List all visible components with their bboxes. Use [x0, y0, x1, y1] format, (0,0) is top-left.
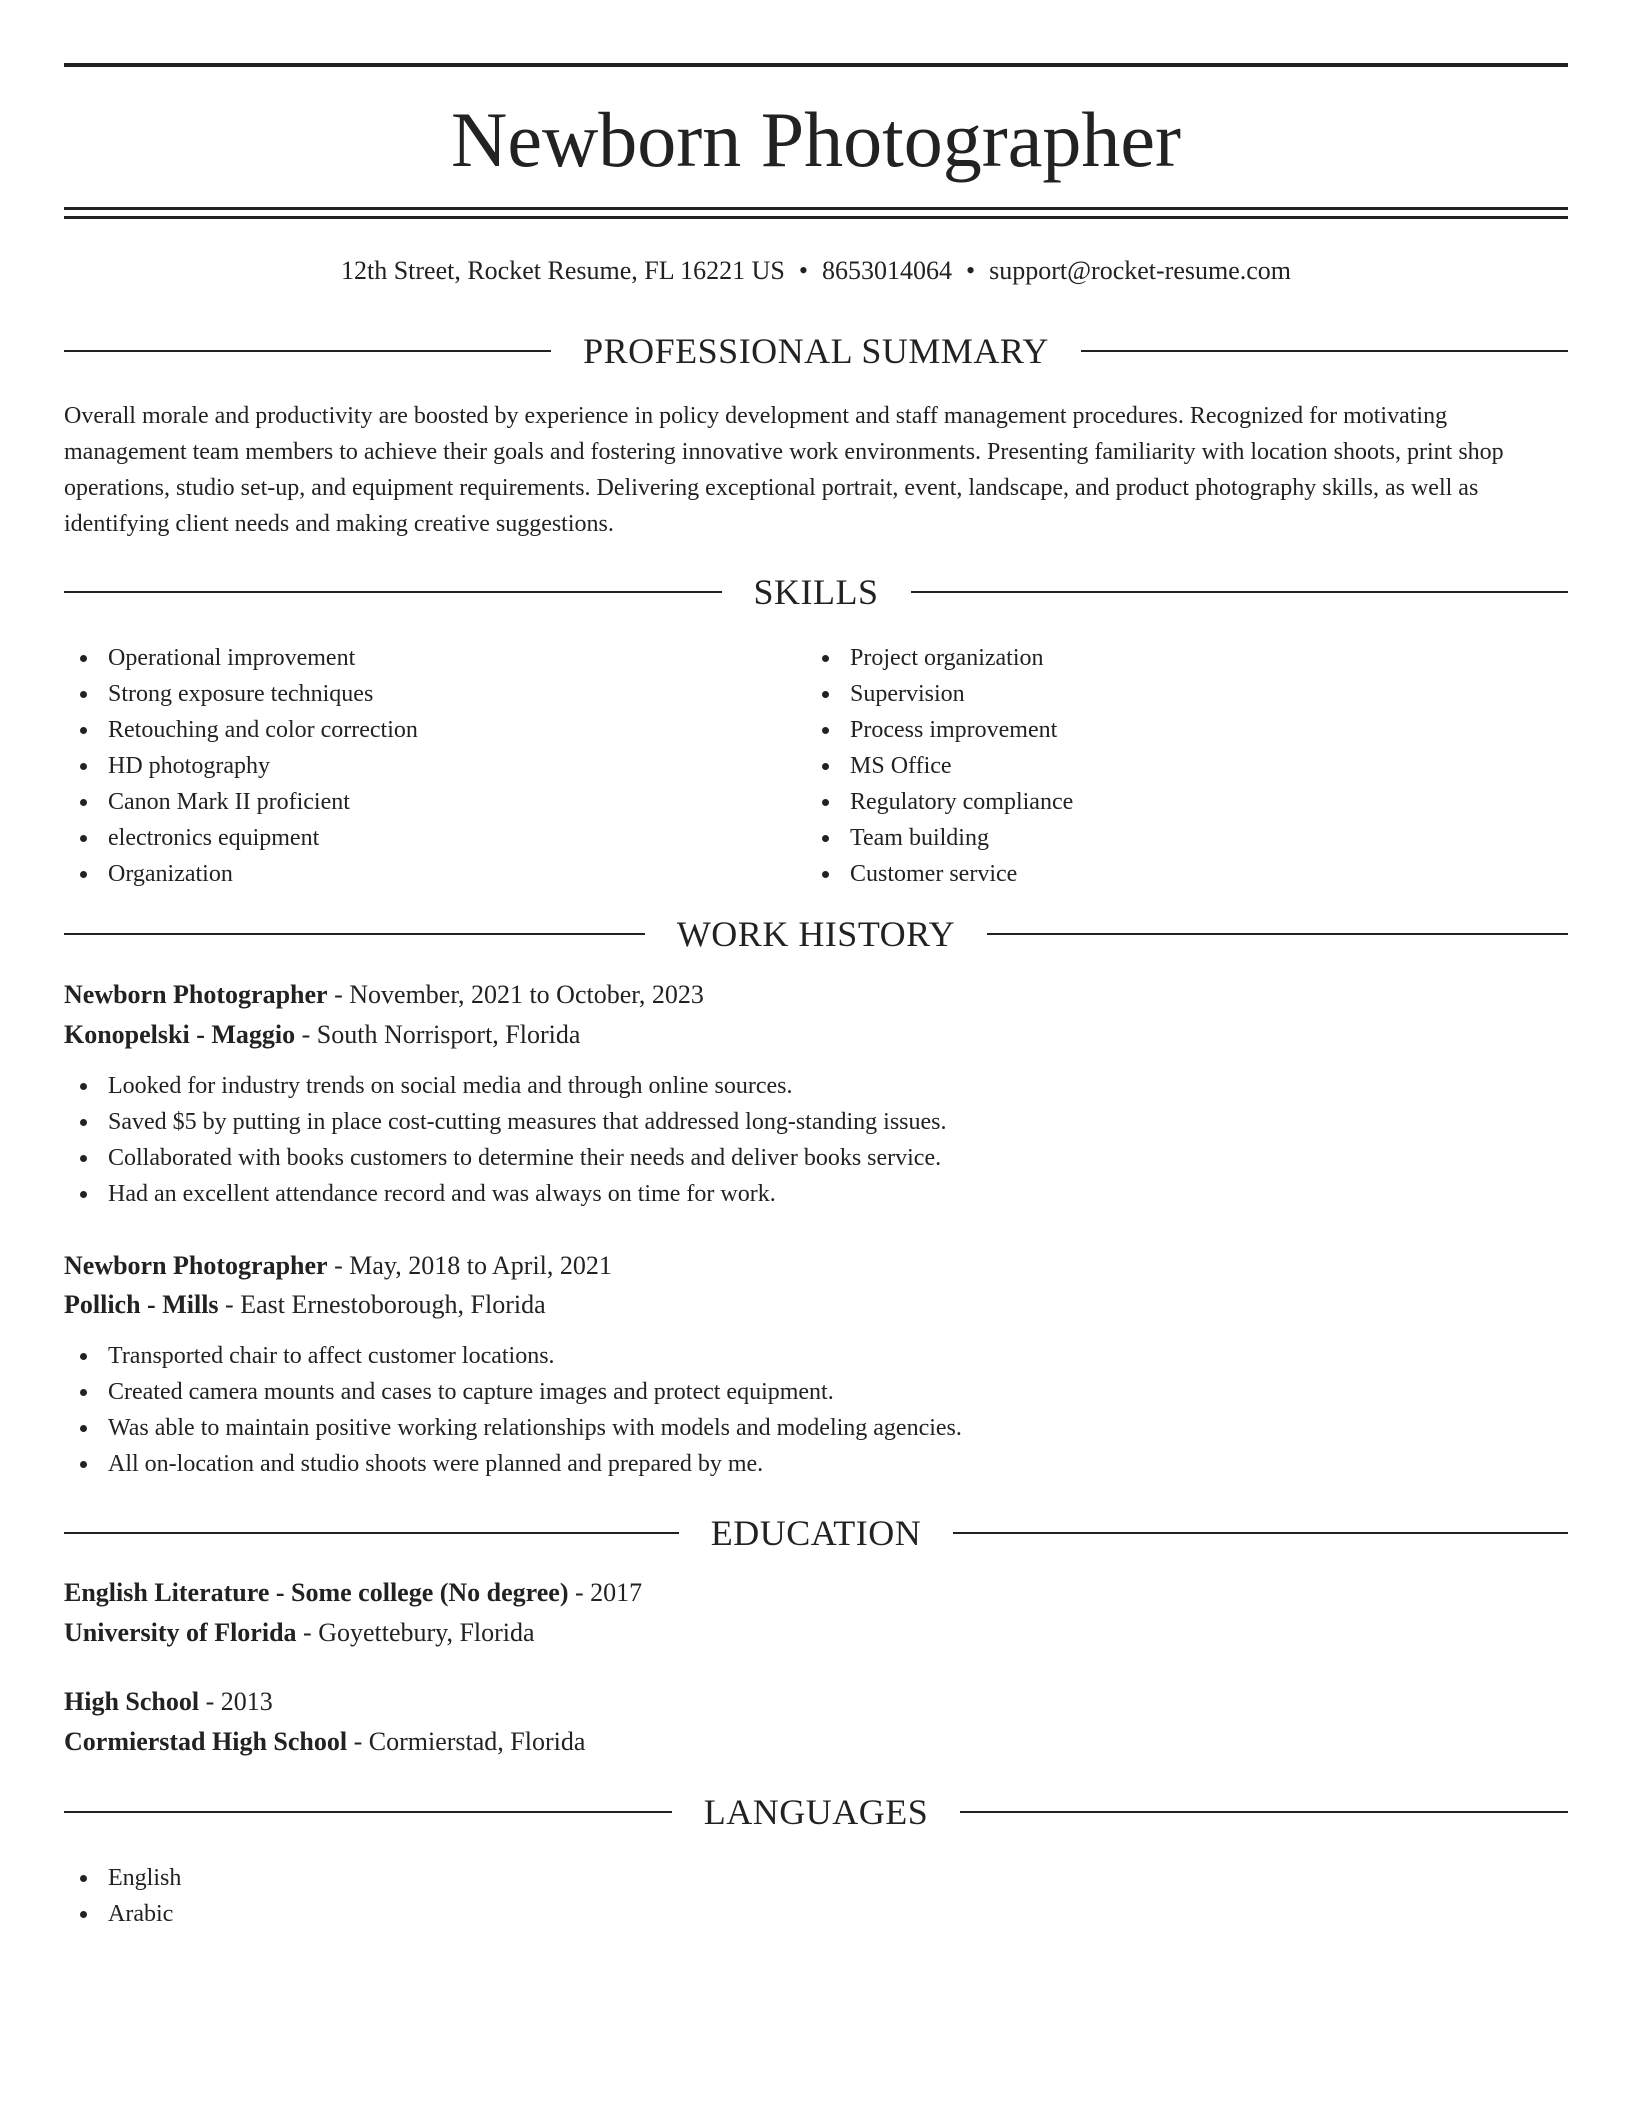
job-dates: - May, 2018 to April, 2021 [327, 1251, 612, 1280]
section-title-skills: SKILLS [753, 572, 879, 612]
job-bullet: Created camera mounts and cases to capture images and protect equipment. [64, 1374, 1568, 1410]
language-item: Arabic [64, 1896, 1568, 1932]
contact-separator: • [798, 256, 808, 285]
education-school-line [64, 1613, 1568, 1653]
job-location: - South Norrisport, Florida [295, 1020, 581, 1049]
skill-item: Project organization [806, 640, 1073, 676]
section-title-summary: PROFESSIONAL SUMMARY [583, 331, 1049, 371]
education-location: - Goyettebury, Florida [296, 1618, 535, 1647]
job-employer-line [64, 1285, 1568, 1325]
section-rule [987, 933, 1568, 935]
section-header-summary [64, 329, 1568, 373]
skills-list-right [806, 640, 1073, 892]
skill-item: Retouching and color correction [64, 712, 418, 748]
section-rule [64, 933, 645, 935]
job-location: - East Ernestoborough, Florida [218, 1290, 546, 1319]
contact-line [64, 252, 1568, 290]
education-heading [64, 1682, 1568, 1722]
skill-item: HD photography [64, 748, 418, 784]
job-bullet: Had an excellent attendance record and was always on time for work. [64, 1176, 1568, 1212]
section-header-work [64, 912, 1568, 956]
education-year: - 2017 [568, 1578, 643, 1607]
summary-text: Overall morale and productivity are boosted by experience in policy development and staff management procedures. Recognized for motivating management team members to achieve their goals and fostering innovative work environments. Presenting familiarity with location shoots, print shop operations, studio set-up, and equipment requirements. Delivering exceptional portrait, event, landscape, and product photography skills, as well as identifying client needs and making creative suggestions. [64, 403, 1504, 537]
section-header-languages [64, 1790, 1568, 1834]
job-dates: - November, 2021 to October, 2023 [327, 980, 704, 1009]
skill-item: electronics equipment [64, 820, 418, 856]
job-title: Newborn Photographer [64, 1251, 328, 1280]
skill-item: MS Office [806, 748, 1073, 784]
education-school-line [64, 1722, 1568, 1762]
section-title-work: WORK HISTORY [676, 914, 956, 954]
section-rule [960, 1811, 1568, 1813]
contact-phone: 8653014064 [821, 256, 952, 285]
header-double-rule [64, 207, 1568, 219]
skill-item: Team building [806, 820, 1073, 856]
job-bullets [64, 1338, 1568, 1482]
section-title-education: EDUCATION [710, 1513, 922, 1553]
contact-separator: • [965, 256, 976, 285]
skill-item: Strong exposure techniques [64, 676, 418, 712]
section-rule [911, 591, 1569, 593]
skill-item: Operational improvement [64, 640, 418, 676]
resume-name: Newborn Photographer [451, 96, 1181, 183]
skill-item: Regulatory compliance [806, 784, 1073, 820]
education-heading [64, 1573, 1568, 1613]
contact-address: 12th Street, Rocket Resume, FL 16221 US [340, 256, 785, 285]
job-bullet: Was able to maintain positive working relationships with models and modeling agencies. [64, 1410, 1568, 1446]
education-school: University of Florida [64, 1618, 297, 1647]
skill-item: Canon Mark II proficient [64, 784, 418, 820]
job-bullet: Transported chair to affect customer locations. [64, 1338, 1568, 1374]
education-degree: High School [64, 1687, 200, 1716]
header-top-rule [64, 63, 1568, 67]
section-header-education [64, 1511, 1568, 1555]
job-title: Newborn Photographer [64, 980, 328, 1009]
section-rule [64, 591, 722, 593]
education-location: - Cormierstad, Florida [347, 1727, 586, 1756]
job-bullet: Looked for industry trends on social media and through online sources. [64, 1068, 1568, 1104]
languages-list [64, 1860, 1568, 1932]
section-rule [64, 350, 551, 352]
skill-item: Supervision [806, 676, 1073, 712]
section-rule [64, 1811, 672, 1813]
section-rule [64, 1532, 679, 1534]
section-header-skills [64, 570, 1568, 614]
job-bullet: Saved $5 by putting in place cost-cutting measures that addressed long-standing issues. [64, 1104, 1568, 1140]
language-item: English [64, 1860, 1568, 1896]
skill-item: Organization [64, 856, 418, 892]
job-heading [64, 1246, 1568, 1286]
skills-list-left [64, 640, 418, 892]
job-company: Pollich - Mills [64, 1290, 219, 1319]
job-bullets [64, 1068, 1568, 1212]
job-bullet: Collaborated with books customers to determine their needs and deliver books service. [64, 1140, 1568, 1176]
job-employer-line [64, 1015, 1568, 1055]
education-school: Cormierstad High School [64, 1727, 348, 1756]
skill-item: Customer service [806, 856, 1073, 892]
education-year: - 2013 [199, 1687, 273, 1716]
section-rule [953, 1532, 1568, 1534]
job-heading [64, 975, 1568, 1015]
section-rule [1081, 350, 1568, 352]
job-bullet: All on-location and studio shoots were planned and prepared by me. [64, 1446, 1568, 1482]
contact-email: support@rocket-resume.com [989, 256, 1292, 285]
job-company: Konopelski - Maggio [64, 1020, 296, 1049]
skill-item: Process improvement [806, 712, 1073, 748]
education-degree: English Literature - Some college (No degree) [64, 1578, 569, 1607]
section-title-languages: LANGUAGES [703, 1792, 929, 1832]
